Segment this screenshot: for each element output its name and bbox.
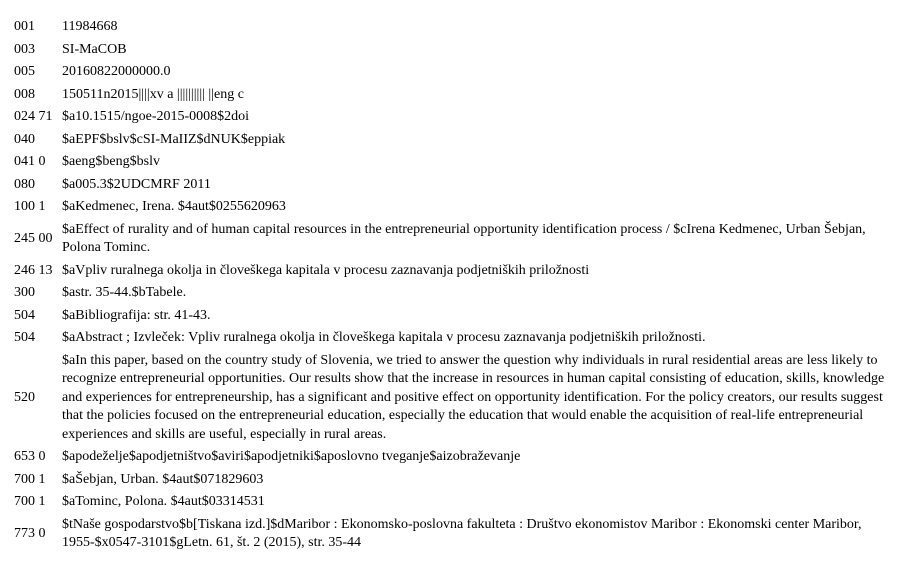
marc-field-100: [14, 196, 892, 219]
field-value: $aTominc, Polona. $4aut$03314531: [62, 494, 265, 509]
marc-field-003: [14, 39, 892, 62]
field-tag: 005: [14, 64, 35, 79]
field-tag: 246 13: [14, 262, 53, 278]
marc-field-005: [14, 61, 892, 84]
field-tag: 520: [14, 389, 35, 405]
field-value: 20160822000000.0: [62, 64, 171, 79]
field-value: 150511n2015||||xv a |||||||||| ||eng c: [62, 86, 244, 102]
field-tag: 080: [14, 176, 35, 192]
field-value: $aeng$beng$bslv: [62, 154, 160, 169]
field-tag: 504: [14, 330, 35, 345]
field-tag: 041 0: [14, 154, 46, 169]
marc-field-024: [14, 106, 892, 129]
marc-field-653: [14, 446, 892, 469]
marc-field-041: [14, 151, 892, 174]
field-tag: 700 1: [14, 494, 46, 509]
marc-field-700-sebjan: [14, 469, 892, 492]
marc-field-700-tominc: [14, 491, 892, 514]
field-value: $a10.1515/ngoe-2015-0008$2doi: [62, 109, 250, 124]
marc-field-504-abstract: [14, 327, 892, 350]
field-value: SI-MaCOB: [62, 41, 127, 57]
field-tag: 100 1: [14, 199, 46, 214]
field-value: $aEPF$bslv$cSI-MaIIZ$dNUK$eppiak: [62, 131, 286, 147]
field-tag: 504: [14, 307, 35, 323]
field-tag: 300: [14, 285, 35, 300]
marc-field-table: [12, 16, 894, 555]
marc-field-504-bibliography: [14, 305, 892, 328]
field-value: $astr. 35-44.$bTabele.: [62, 285, 187, 300]
field-value: $apodeželje$apodjetništvo$aviri$apodjetniki$aposlovno tveganje$aizobraževanje: [62, 449, 521, 464]
marc-field-040: [14, 129, 892, 152]
field-value: $aBibliografija: str. 41-43.: [62, 307, 211, 323]
field-tag: 040: [14, 131, 35, 147]
field-value: $aIn this paper, based on the country study of Slovenia, we tried to answer the question why individuals in rural residential areas are less likely to recognize entrepreneurial opportunities. Our results show that the increase in resources in human capital consisting of education, skills, knowledge and experiences for entrepreneurship, has a significant and positive effect on opportunity identification. For the policy creators, our results suggest that the policies focused on the entrepreneurial education, especially the education that would enable the acquisition of real-life entrepreneurial experiences and skills are useful, especially in rural areas.: [62, 352, 885, 442]
field-value: $tNaše gospodarstvo$b[Tiskana izd.]$dMaribor : Ekonomsko-poslovna fakulteta : Društvo ekonomistov Maribor : Ekonomski center Maribor, 1955-$x0547-3101$gLetn. 61, št. 2 (2015), str. 35-44: [62, 516, 862, 550]
field-tag: 003: [14, 41, 35, 57]
field-value: $aŠebjan, Urban. $4aut$071829603: [62, 471, 264, 487]
field-tag: 773 0: [14, 525, 46, 541]
field-value: $a005.3$2UDCMRF 2011: [62, 176, 211, 192]
marc-field-008: [14, 84, 892, 107]
field-tag: 008: [14, 86, 35, 102]
field-value: $aEffect of rurality and of human capital resources in the entrepreneurial opportunity identification process / $cIrena Kedmenec, Urban Šebjan, Polona Tominc.: [62, 221, 866, 255]
marc-field-246: [14, 260, 892, 283]
marc-field-520: [14, 350, 892, 447]
marc-field-773: [14, 514, 892, 555]
field-tag: 001: [14, 19, 35, 34]
field-tag: 653 0: [14, 449, 46, 464]
field-tag: 024 71: [14, 109, 53, 124]
marc-field-300: [14, 282, 892, 305]
field-value: $aKedmenec, Irena. $4aut$0255620963: [62, 199, 286, 214]
field-value: $aAbstract ; Izvleček: Vpliv ruralnega okolja in človeškega kapitala v procesu zaznavanja podjetniških priložnosti.: [62, 330, 706, 345]
field-value: 11984668: [62, 19, 118, 34]
marc-field-080: [14, 174, 892, 197]
field-tag: 245 00: [14, 230, 53, 246]
field-value: $aVpliv ruralnega okolja in človeškega kapitala v procesu zaznavanja podjetniških priložnosti: [62, 262, 590, 278]
field-tag: 700 1: [14, 471, 46, 487]
marc-field-001: [14, 16, 892, 39]
marc-field-245: [14, 219, 892, 260]
